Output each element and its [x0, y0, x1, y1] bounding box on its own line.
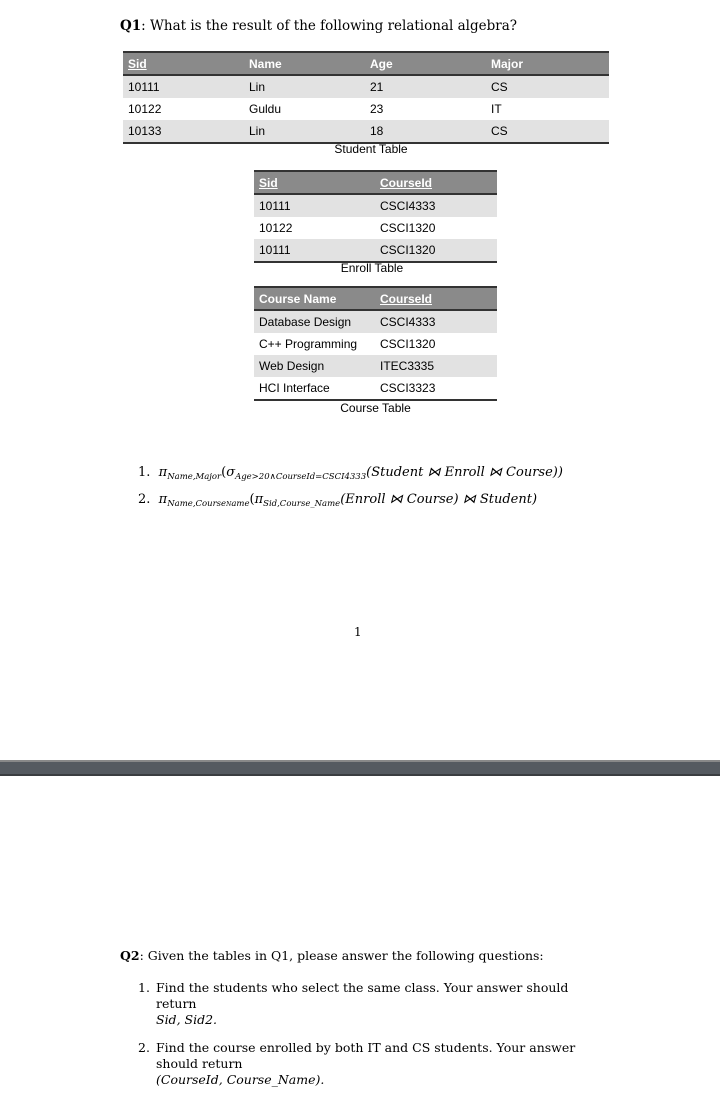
student-table — [123, 51, 609, 144]
sigma-subscript: Age>20∧CourseId=CSCI4333 — [235, 472, 367, 482]
enroll-table — [254, 170, 497, 263]
table-row — [254, 239, 497, 262]
table-cell: CS — [486, 75, 609, 98]
page-divider — [0, 760, 720, 776]
course-table — [254, 286, 497, 401]
q2-text: : Given the tables in Q1, please answer the following questions: — [139, 948, 544, 963]
table-row — [254, 355, 497, 377]
page-number: 1 — [354, 625, 362, 639]
pi-symbol: π — [158, 465, 168, 480]
pi-subscript-main: Name,Course — [167, 499, 227, 509]
expression-number: 1. — [138, 465, 151, 480]
expression-body: (Enroll ⋈ Course) ⋈ Student) — [340, 492, 538, 507]
table-cell: IT — [491, 102, 502, 116]
pi-subscript: Name,Major — [167, 472, 222, 482]
expression-2: 2. $\pi_{Name,CourseName}(\pi_{Sid,Course\_Name}(Enroll$ ⋈ Course) ⋈ Student) — [138, 492, 538, 509]
table-cell: HCI Interface — [254, 377, 375, 400]
table-cell: ITEC3335 — [375, 355, 497, 377]
column-header-age: Age — [365, 52, 486, 75]
item-text — [156, 980, 603, 1028]
table-row — [254, 333, 497, 355]
item-return: (CourseId, Course_Name). — [156, 1072, 325, 1087]
q2-title — [120, 948, 544, 963]
table-row — [254, 194, 497, 217]
list-item — [138, 1040, 603, 1088]
item-body: Find the students who select the same class. Your answer should return — [156, 980, 569, 1011]
q1-title — [120, 18, 517, 34]
column-header-courseid: CourseId — [375, 287, 497, 310]
column-header-course-name: Course Name — [254, 287, 375, 310]
q2-question-list — [138, 980, 603, 1100]
item-number: 1. — [138, 980, 150, 995]
expression-number: 2. — [138, 492, 151, 507]
table-cell: CSCI3323 — [375, 377, 497, 400]
table-row — [254, 377, 497, 400]
course-table-caption: Course Table — [340, 401, 411, 415]
table-cell: 10133 — [123, 120, 244, 143]
pi-subscript-small: N — [226, 501, 232, 508]
table-cell: CSCI1320 — [375, 239, 497, 262]
item-number: 2. — [138, 1040, 150, 1055]
table-cell: Guldu — [249, 102, 282, 116]
table-cell: Lin — [244, 75, 365, 98]
table-row — [123, 75, 609, 98]
course-table-header — [254, 287, 497, 310]
student-table-caption: Student Table — [334, 142, 408, 156]
table-cell: CS — [486, 120, 609, 143]
expression-1: 1. $\pi_{Name,Major}(\sigma_{Age>20\wedge CourseId=CSCI4333}(Student$ ⋈ Enroll ⋈ Course)) — [138, 465, 563, 482]
table-row — [254, 217, 497, 239]
table-cell: CSCI4333 — [375, 310, 497, 333]
column-header-name: Name — [244, 52, 365, 75]
expression-body: (Student ⋈ Enroll ⋈ Course)) — [366, 465, 563, 480]
table-cell: CSCI1320 — [380, 337, 436, 351]
item-return: Sid, Sid2. — [156, 1012, 217, 1027]
pi-subscript — [167, 499, 249, 509]
sigma-symbol: σ — [226, 465, 236, 480]
table-cell: 10122 — [259, 221, 293, 235]
enroll-table-caption: Enroll Table — [340, 261, 404, 275]
table-cell: 10111 — [254, 194, 375, 217]
list-item — [138, 980, 603, 1028]
table-cell: CSCI4333 — [375, 194, 497, 217]
item-text — [156, 1040, 603, 1088]
q1-text: : What is the result of the following relational algebra? — [141, 18, 517, 34]
enroll-table-header — [254, 171, 497, 194]
table-cell: Database Design — [254, 310, 375, 333]
pi-subscript-tail: ame — [231, 499, 250, 509]
table-row — [123, 98, 609, 120]
table-cell: CSCI1320 — [380, 221, 436, 235]
table-row — [123, 120, 609, 143]
column-header-courseid: CourseId — [375, 171, 497, 194]
table-cell: 18 — [365, 120, 486, 143]
column-header-major: Major — [486, 52, 609, 75]
inner-pi-subscript: Sid,Course_Name — [263, 499, 341, 509]
pi-symbol: π — [158, 492, 168, 507]
column-header-sid: Sid — [254, 171, 375, 194]
q2-label: Q2 — [120, 948, 140, 963]
inner-pi-symbol: π — [254, 492, 264, 507]
column-header-sid: Sid — [123, 52, 244, 75]
q1-label: Q1 — [120, 18, 142, 34]
table-cell: Lin — [244, 120, 365, 143]
table-cell: 10111 — [254, 239, 375, 262]
table-cell: 10111 — [123, 75, 244, 98]
table-cell: Web Design — [254, 355, 375, 377]
table-cell: 21 — [365, 75, 486, 98]
table-cell: 10122 — [128, 102, 162, 116]
table-cell: 23 — [370, 102, 384, 116]
table-cell: C++ Programming — [259, 337, 358, 351]
table-row — [254, 310, 497, 333]
student-table-header — [123, 52, 609, 75]
item-body: Find the course enrolled by both IT and CS students. Your answer should return — [156, 1040, 576, 1071]
